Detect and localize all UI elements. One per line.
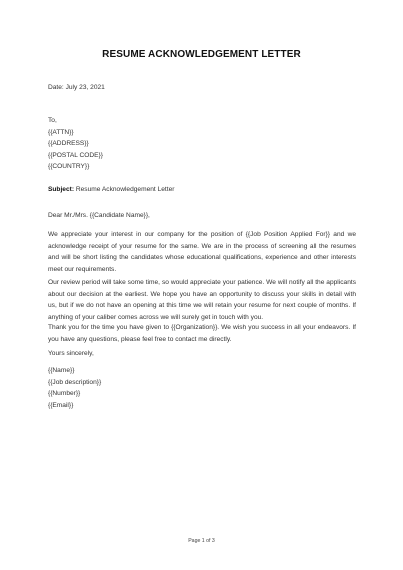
subject-label: Subject: <box>48 186 75 193</box>
letter-date: Date: July 23, 2021 <box>48 84 105 91</box>
paragraph-3: Thank you for the time you have given to {{Organization}}. We wish you success in all your endeavors. If you have any questions, please feel free to contact me directly. <box>48 324 356 343</box>
paragraph-1: We appreciate your interest in our company for the position of {{Job Position Applied For}} and we acknowledge receipt of your resume for the same. We are in the process of screening all the resumes and will be short listing the candidates whose educational qualifications, experience and other interests meet our requirements. <box>48 231 356 273</box>
address-line: To, <box>48 117 57 124</box>
address-line: {{ATTN}} <box>48 128 74 136</box>
subject-line <box>48 184 356 196</box>
signature-line: {{Name}} <box>48 367 75 374</box>
address-line: {{ADDRESS}} <box>48 140 89 148</box>
salutation: Dear Mr./Mrs. {{Candidate Name}}, <box>48 212 150 219</box>
address-line: {{COUNTRY}} <box>48 163 90 171</box>
subject-text: Resume Acknowledgement Letter <box>74 186 175 193</box>
signature-block <box>48 365 356 411</box>
paragraph-2: Our review period will take some time, so would appreciate your patience. We will notify all the applicants about our decision at the earliest. We hope you have an opportunity to discuss your skills in detail with us, but if we do not have an opening at this time we will retain your resume for next couple of months. If anything of your caliber comes across we will surely get in touch with you. <box>48 279 356 321</box>
signature-line: {{Number}} <box>48 390 81 398</box>
signature-line: {{Email}} <box>48 401 74 409</box>
closing: Yours sincerely, <box>48 350 94 357</box>
recipient-address <box>48 115 356 173</box>
page-number-footer: Page 1 of 3 <box>188 538 215 544</box>
address-line: {{POSTAL CODE}} <box>48 151 103 159</box>
signature-line: {{Job description}} <box>48 378 102 386</box>
document-title: RESUME ACKNOWLEDGEMENT LETTER <box>102 49 301 60</box>
